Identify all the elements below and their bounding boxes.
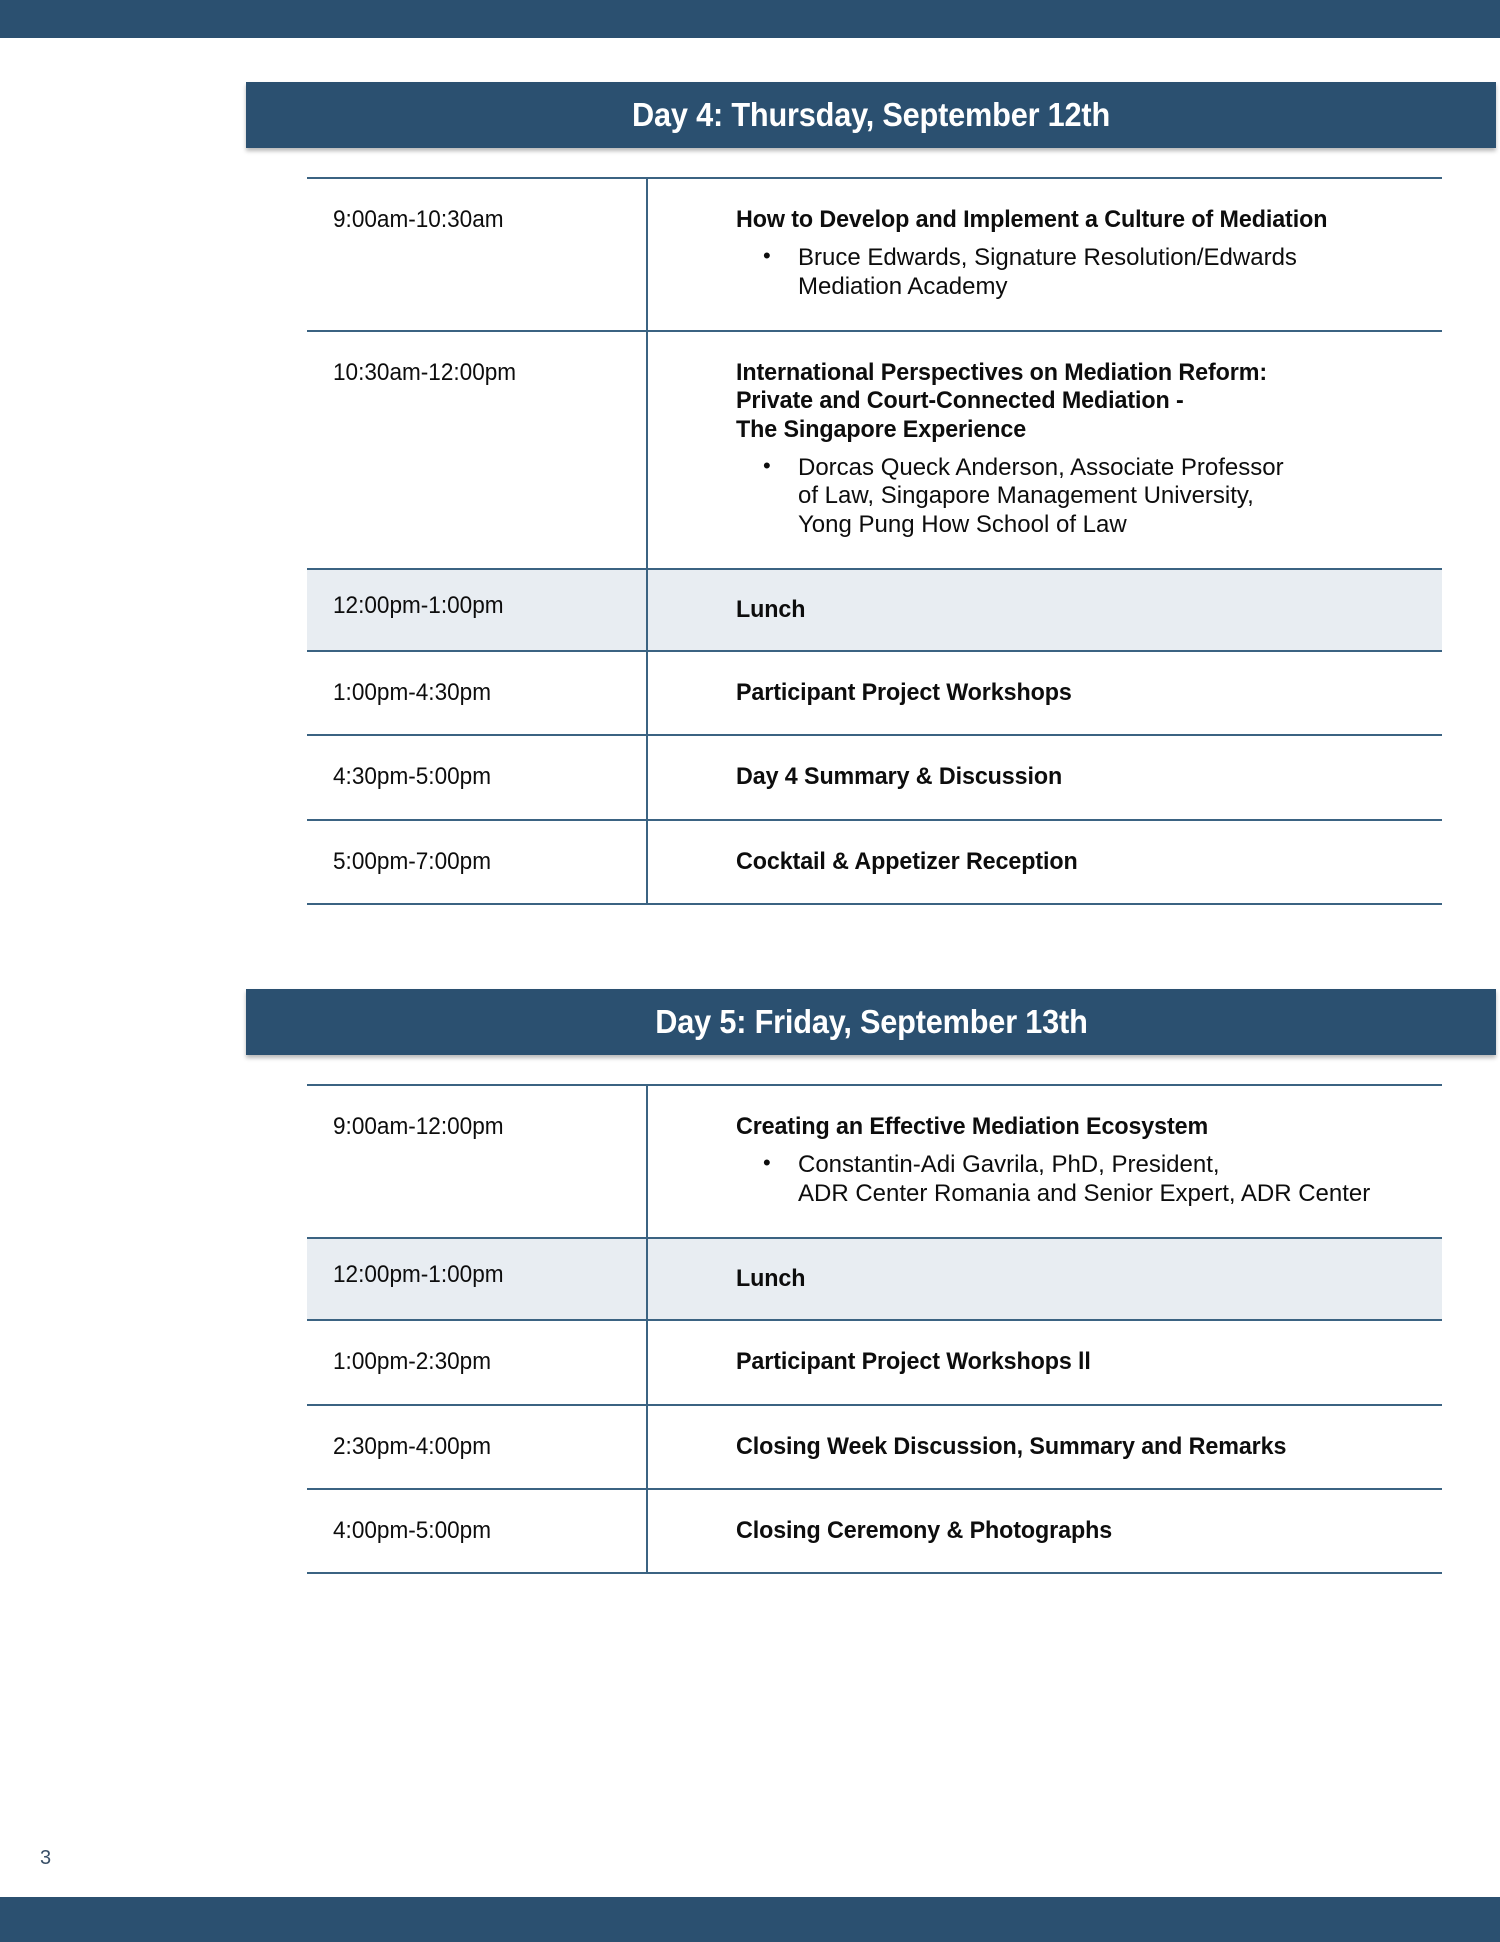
row-description-cell <box>647 1489 1442 1573</box>
table-row <box>307 331 1442 569</box>
row-time: 10:30am-12:00pm <box>333 358 517 386</box>
row-description-cell <box>647 735 1442 819</box>
table-row <box>307 735 1442 819</box>
session-title-line: How to Develop and Implement a Culture of Mediation <box>736 206 1328 233</box>
session-title-line: Closing Week Discussion, Summary and Remarks <box>736 1432 1287 1460</box>
row-time: 1:00pm-2:30pm <box>333 1348 492 1376</box>
row-time-cell <box>307 1238 647 1320</box>
session-title-line: The Singapore Experience <box>736 415 1027 443</box>
day-header-banner <box>246 989 1496 1055</box>
schedule-body <box>307 178 1442 904</box>
row-time-cell <box>307 651 647 735</box>
row-time-cell <box>307 1489 647 1573</box>
table-row <box>307 569 1442 651</box>
session-title <box>736 359 1409 444</box>
speaker-line: Yong Pung How School of Law <box>798 510 1127 538</box>
speaker-line: • Bruce Edwards, Signature Resolution/Edwards <box>798 244 1297 272</box>
speaker-line: Mediation Academy <box>798 272 1008 300</box>
row-time: 2:30pm-4:00pm <box>333 1432 492 1460</box>
row-description-cell <box>647 1320 1442 1404</box>
speaker-list <box>736 244 1430 301</box>
table-row <box>307 1085 1442 1238</box>
table-row <box>307 651 1442 735</box>
row-description-cell <box>647 1238 1442 1320</box>
row-time-cell <box>307 735 647 819</box>
row-description-cell <box>647 178 1442 331</box>
bottom-accent-bar <box>0 1897 1500 1942</box>
schedule-table <box>307 177 1442 905</box>
table-row <box>307 178 1442 331</box>
page-number: 3 <box>40 1847 52 1869</box>
session-title-line: Closing Ceremony & Photographs <box>736 1516 1113 1544</box>
session-title <box>736 679 1409 707</box>
row-time: 12:00pm-1:00pm <box>333 591 504 619</box>
row-time-cell <box>307 178 647 331</box>
row-time-cell <box>307 569 647 651</box>
speaker-line: of Law, Singapore Management University, <box>798 482 1254 510</box>
row-time-cell <box>307 1405 647 1489</box>
session-title <box>736 596 1409 624</box>
session-title <box>736 1517 1409 1545</box>
table-row <box>307 1489 1442 1573</box>
row-description-cell <box>647 569 1442 651</box>
session-title-line: Cocktail & Appetizer Reception <box>736 847 1078 875</box>
session-title <box>736 848 1409 876</box>
day-section <box>125 38 1375 905</box>
session-title-line: Participant Project Workshops <box>736 679 1072 707</box>
page-content <box>0 38 1500 1574</box>
row-description-cell <box>647 820 1442 904</box>
row-time-cell <box>307 1085 647 1238</box>
row-time-cell <box>307 331 647 569</box>
session-title <box>736 1348 1409 1376</box>
row-time: 9:00am-10:30am <box>333 206 504 233</box>
session-title-line: Lunch <box>736 1265 806 1292</box>
day-header-banner <box>246 82 1496 148</box>
session-title <box>736 1113 1409 1141</box>
row-description-cell <box>647 651 1442 735</box>
top-accent-bar <box>0 0 1500 38</box>
day-header-title: Day 4: Thursday, September 12th <box>631 96 1111 133</box>
session-title-line: Private and Court-Connected Mediation - <box>736 387 1184 415</box>
schedule-table <box>307 1084 1442 1574</box>
row-time: 4:00pm-5:00pm <box>333 1516 492 1544</box>
row-time: 9:00am-12:00pm <box>333 1113 504 1141</box>
list-item <box>736 244 1430 301</box>
session-title <box>736 763 1409 791</box>
table-row <box>307 1320 1442 1404</box>
table-row <box>307 1238 1442 1320</box>
speaker-list <box>736 1151 1430 1208</box>
session-title <box>736 1433 1409 1461</box>
day-header-title: Day 5: Friday, September 13th <box>654 1003 1088 1041</box>
session-title-line: Lunch <box>736 595 806 623</box>
speaker-line: • Dorcas Queck Anderson, Associate Professor <box>798 453 1284 481</box>
row-time: 1:00pm-4:30pm <box>333 679 492 707</box>
row-description-cell <box>647 1085 1442 1238</box>
speaker-line: ADR Center Romania and Senior Expert, ADR Center <box>798 1179 1371 1207</box>
row-time: 5:00pm-7:00pm <box>333 847 492 875</box>
row-time: 4:30pm-5:00pm <box>333 763 492 791</box>
table-row <box>307 1405 1442 1489</box>
table-row <box>307 820 1442 904</box>
day-section <box>125 905 1375 1574</box>
speaker-line: • Constantin-Adi Gavrila, PhD, President, <box>798 1151 1220 1179</box>
row-time-cell <box>307 1320 647 1404</box>
schedule-body <box>307 1085 1442 1573</box>
session-title <box>736 1265 1409 1293</box>
row-description-cell <box>647 1405 1442 1489</box>
row-description-cell <box>647 331 1442 569</box>
session-title-line: Participant Project Workshops ll <box>736 1348 1091 1376</box>
row-time: 12:00pm-1:00pm <box>333 1261 504 1288</box>
list-item <box>736 454 1430 539</box>
speaker-list <box>736 454 1430 539</box>
list-item <box>736 1151 1430 1208</box>
session-title-line: International Perspectives on Mediation Reform: <box>736 358 1267 386</box>
session-title-line: Day 4 Summary & Discussion <box>736 763 1063 791</box>
session-title <box>736 206 1409 234</box>
session-title-line: Creating an Effective Mediation Ecosystem <box>736 1113 1209 1141</box>
row-time-cell <box>307 820 647 904</box>
